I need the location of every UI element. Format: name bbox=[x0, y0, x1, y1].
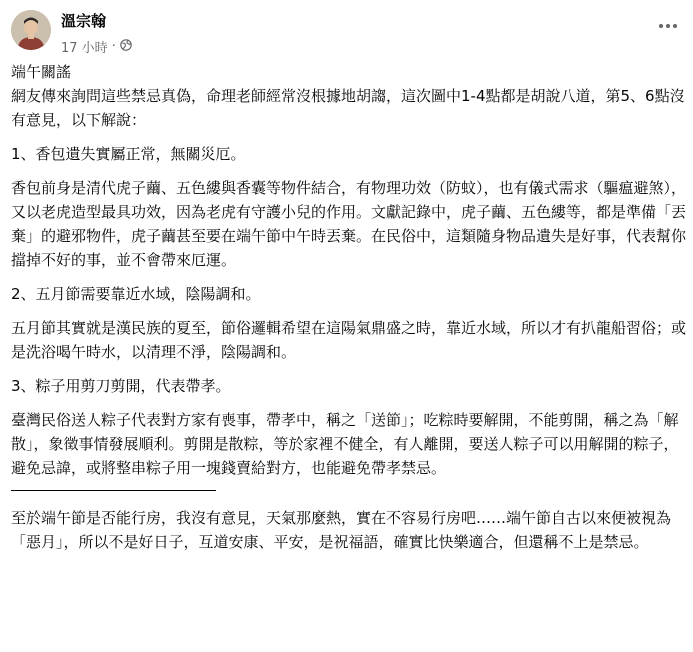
item-1-heading: 1、香包遺失實屬正常，無關災厄。 bbox=[11, 145, 246, 163]
profile-photo bbox=[11, 10, 51, 50]
more-options-button[interactable] bbox=[652, 10, 684, 42]
divider-line bbox=[11, 490, 216, 491]
item-2-heading: 2、五月節需要靠近水域，陰陽調和。 bbox=[11, 285, 261, 303]
post-timestamp[interactable]: 17 小時 bbox=[61, 41, 108, 56]
more-horizontal-icon bbox=[658, 23, 678, 29]
post-body bbox=[11, 60, 686, 554]
item-3-heading: 3、粽子用剪刀剪開，代表帶孝。 bbox=[11, 377, 231, 395]
meta-separator: · bbox=[111, 39, 116, 54]
post-title: 端午關謠 bbox=[11, 63, 72, 81]
author-name[interactable]: 溫宗翰 bbox=[61, 12, 107, 30]
post-header bbox=[0, 0, 693, 62]
globe-icon[interactable] bbox=[120, 39, 132, 55]
post-meta bbox=[61, 37, 132, 56]
post-closing: 至於端午節是否能行房，我沒有意見，天氣那麼熱，實在不容易行房吧……端午節自古以來便被視為「惡月」，所以不是好日子，互道安康、平安，是祝福語，確實比快樂適合，但還稱不上是禁忌。 bbox=[11, 509, 672, 551]
post-intro: 網友傳來詢問這些禁忌真偽，命理老師經常沒根據地胡謅，這次圖中1-4點都是胡說八道，第5、6點沒有意見，以下解說： bbox=[11, 87, 685, 129]
item-2-body: 五月節其實就是漢民族的夏至，節俗邏輯希望在這陽氣鼎盛之時，靠近水域，所以才有扒龍船習俗；或是洗浴喝午時水，以清理不淨，陰陽調和。 bbox=[11, 319, 687, 361]
item-1-body: 香包前身是清代虎子繭、五色縷與香囊等物件結合，有物理功效（防蚊），也有儀式需求（驅瘟避煞），又以老虎造型最具功效，因為老虎有守護小兒的作用。文獻記錄中，虎子繭、五色縷等，都是準備「丟棄」的避邪物件，虎子繭甚至要在端午節中午時丟棄。在民俗中，這類隨身物品遺失是好事，代表幫你擋掉不好的事，並不會帶來厄運。 bbox=[11, 179, 687, 269]
item-3-body: 臺灣民俗送人粽子代表對方家有喪事，帶孝中，稱之「送節」；吃粽時要解開，不能剪開，稱之為「解散」，象徵事情發展順利。剪開是散粽，等於家裡不健全，有人離開，要送人粽子可以用解開的粽子，避免忌諱，或將整串粽子用一塊錢賣給對方，也能避免帶孝禁忌。 bbox=[11, 411, 679, 477]
avatar[interactable] bbox=[11, 10, 51, 50]
